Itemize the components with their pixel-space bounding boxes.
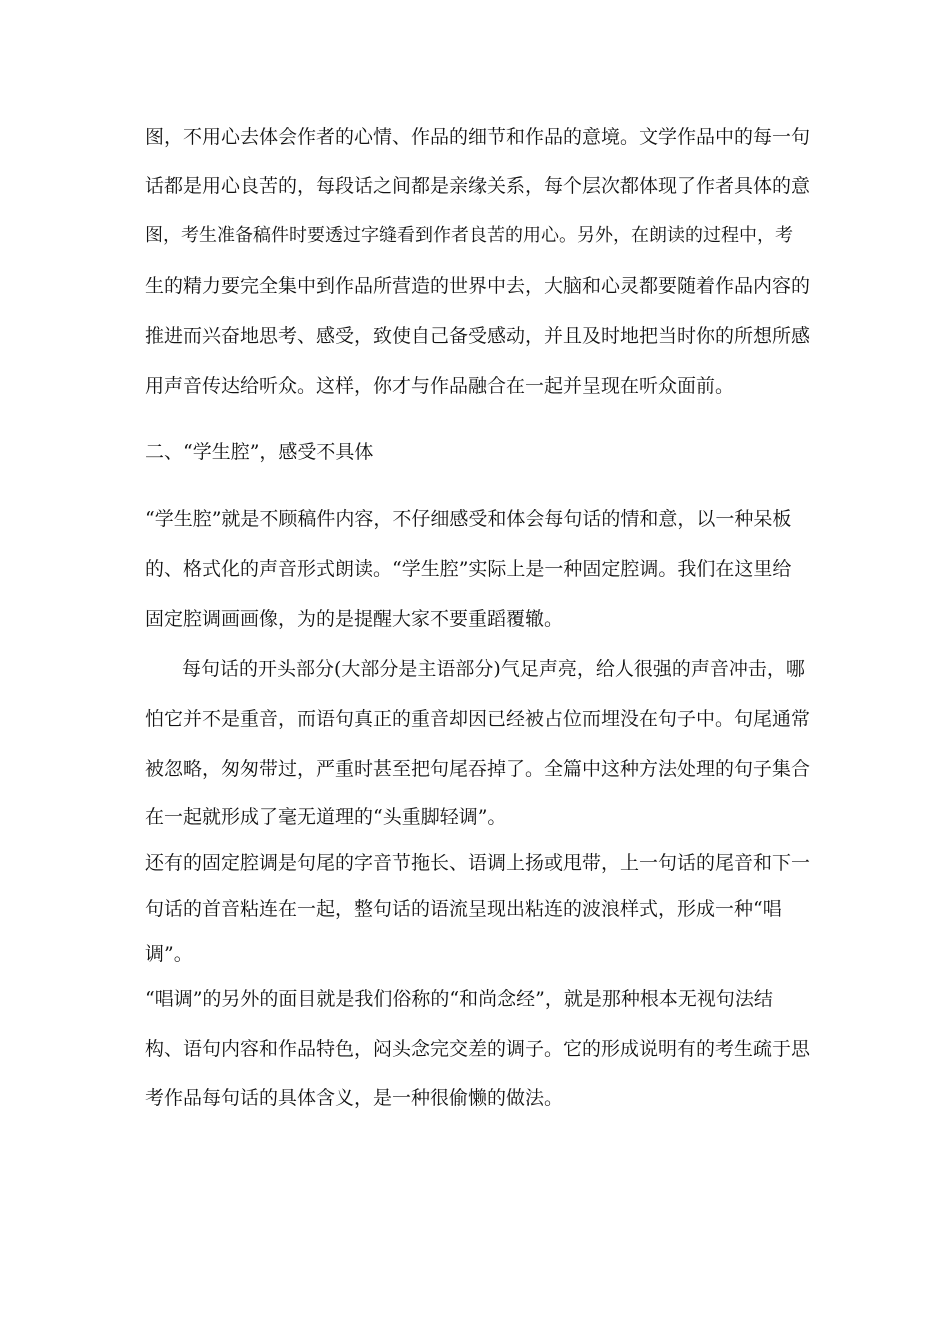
paragraph-4-line: 句话的首音粘连在一起，整句话的语流呈现出粘连的波浪样式，形成一种“唱 xyxy=(145,898,782,920)
paragraph-2-line: 固定腔调画画像，为的是提醒大家不要重蹈覆辙。 xyxy=(145,608,564,630)
paragraph-3-line: 每句话的开头部分(大部分是主语部分)气足声亮，给人很强的声音冲击，哪 xyxy=(182,658,805,680)
paragraph-4-line: 还有的固定腔调是句尾的字音节拖长、语调上扬或甩带，上一句话的尾音和下一 xyxy=(145,852,811,874)
paragraph-2-line: “学生腔”就是不顾稿件内容，不仔细感受和体会每句话的情和意，以一种呆板 xyxy=(145,508,792,530)
paragraph-3-line: 怕它并不是重音，而语句真正的重音却因已经被占位而埋没在句子中。句尾通常 xyxy=(145,708,811,730)
paragraph-2-line: 的、格式化的声音形式朗读。“学生腔”实际上是一种固定腔调。我们在这里给 xyxy=(145,558,792,580)
paragraph-4-line: 调”。 xyxy=(145,943,193,965)
section-heading: 二、“学生腔”，感受不具体 xyxy=(145,441,374,463)
paragraph-1-line: 图，不用心去体会作者的心情、作品的细节和作品的意境。文学作品中的每一句 xyxy=(145,126,811,148)
paragraph-1-line: 生的精力要完全集中到作品所营造的世界中去，大脑和心灵都要随着作品内容的 xyxy=(145,275,811,297)
paragraph-5-line: 构、语句内容和作品特色，闷头念完交差的调子。它的形成说明有的考生疏于思 xyxy=(145,1038,811,1060)
paragraph-1-line: 图，考生准备稿件时要透过字缝看到作者良苦的用心。另外，在朗读的过程中，考 xyxy=(145,225,793,246)
paragraph-1-line: 用声音传达给听众。这样，你才与作品融合在一起并呈现在听众面前。 xyxy=(145,375,735,397)
paragraph-3-line: 被忽略，匆匆带过，严重时甚至把句尾吞掉了。全篇中这种方法处理的句子集合 xyxy=(145,758,811,780)
paragraph-1-line: 话都是用心良苦的，每段话之间都是亲缘关系，每个层次都体现了作者具体的意 xyxy=(145,175,811,197)
paragraph-3-line: 在一起就形成了毫无道理的“头重脚轻调”。 xyxy=(145,806,507,828)
paragraph-1-line: 推进而兴奋地思考、感受，致使自己备受感动，并且及时地把当时你的所想所感 xyxy=(145,325,811,347)
paragraph-5-line: 考作品每句话的具体含义，是一种很偷懒的做法。 xyxy=(145,1087,564,1109)
paragraph-5-line: “唱调”的另外的面目就是我们俗称的“和尚念经”，就是那种根本无视句法结 xyxy=(145,988,773,1010)
